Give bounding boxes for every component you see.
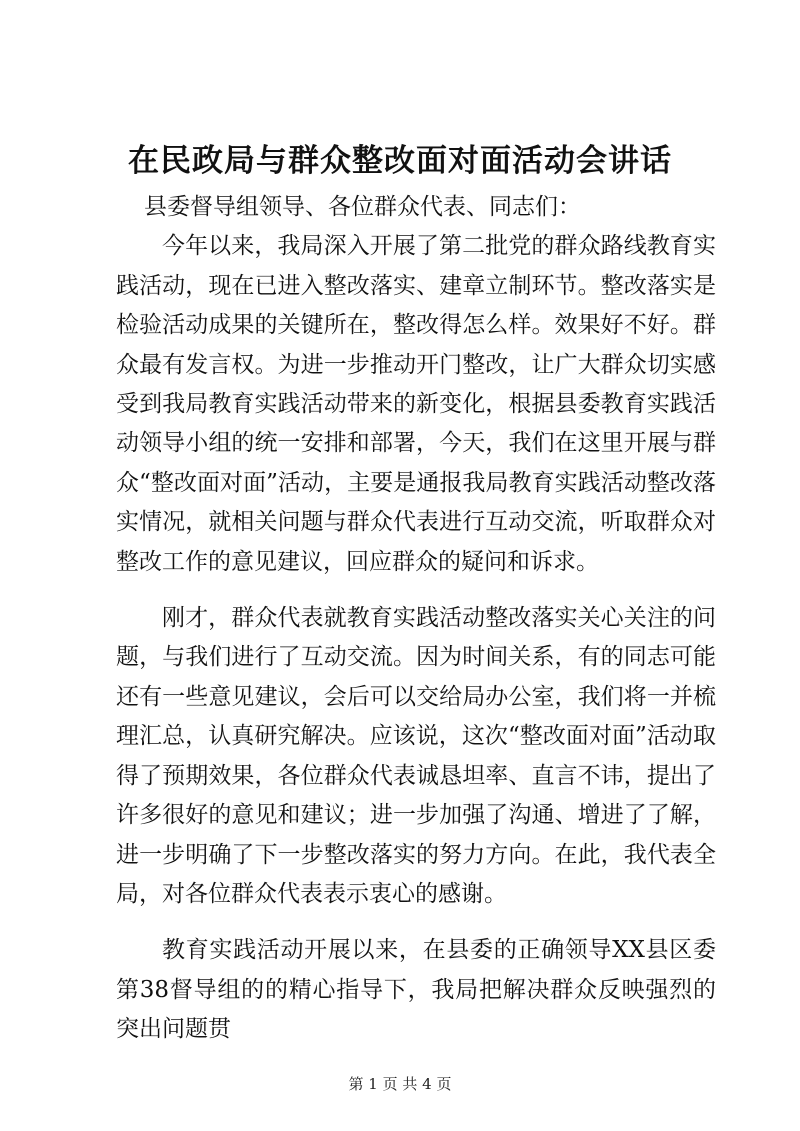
- salutation: 县委督导组领导、各位群众代表、同志们：: [144, 194, 581, 220]
- paragraph-2: 刚才，群众代表就教育实践活动整改落实关心关注的问题，与我们进行了互动交流。因为时间关系，有的同志可能还有一些意见建议，会后可以交给局办公室，我们将一并梳理汇总，认真研究解决。应该说，这次“整改面对面”活动取得了预期效果，各位群众代表诚恳坦率、直言不讳，提出了许多很好的意见和建议；进一步加强了沟通、增进了了解，进一步明确了下一步整改落实的努力方向。在此，我代表全局，对各位群众代表表示衷心的感谢。: [116, 605, 716, 907]
- paragraph-3: 教育实践活动开展以来，在县委的正确领导XX县区委第38督导组的的精心指导下，我局把解决群众反映强烈的突出问题贯: [116, 937, 716, 1043]
- page-footer: [0, 1074, 800, 1094]
- paragraph-1: 今年以来，我局深入开展了第二批党的群众路线教育实践活动，现在已进入整改落实、建章立制环节。整改落实是检验活动成果的关键所在，整改得怎么样。效果好不好。群众最有发言权。为进一步推动开门整改，让广大群众切实感受到我局教育实践活动带来的新变化，根据县委教育实践活动领导小组的统一安排和部署，今天，我们在这里开展与群众“整改面对面”活动，主要是通报我局教育实践活动整改落实情况，就相关问题与群众代表进行互动交流，听取群众对整改工作的意见建议，回应群众的疑问和诉求。: [116, 233, 716, 575]
- document-body: [116, 188, 716, 1050]
- page-number: 第 1 页 共 4 页: [348, 1075, 452, 1093]
- document-title: 在民政局与群众整改面对面活动会讲话: [128, 143, 672, 179]
